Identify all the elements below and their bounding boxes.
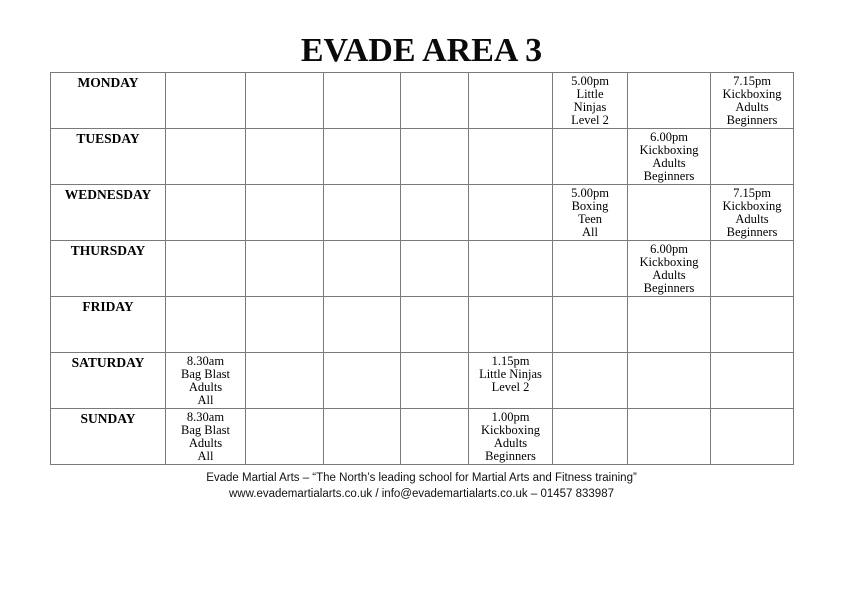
- class-cell: [553, 73, 628, 129]
- empty-cell: [324, 241, 401, 297]
- empty-cell: [401, 297, 469, 353]
- empty-cell: [246, 129, 324, 185]
- class-cell-line: Adults: [652, 268, 686, 282]
- table-row: [51, 129, 794, 185]
- empty-cell: [628, 185, 711, 241]
- empty-cell: [324, 185, 401, 241]
- class-cell-line: Beginners: [643, 169, 695, 183]
- empty-cell: [553, 409, 628, 465]
- class-cell: [469, 353, 553, 409]
- empty-cell: [246, 73, 324, 129]
- empty-cell: [628, 409, 711, 465]
- class-cell-line: Level 2: [571, 113, 609, 127]
- empty-cell: [324, 297, 401, 353]
- empty-cell: [401, 409, 469, 465]
- class-cell: [711, 185, 794, 241]
- class-cell-line: Little Ninjas: [479, 367, 542, 381]
- class-cell-line: Level 2: [491, 380, 530, 394]
- footer-tagline: Evade Martial Arts – “The North’s leading school for Martial Arts and Fitness training”: [206, 472, 637, 484]
- empty-cell: [246, 297, 324, 353]
- class-cell-line: 8.30am: [186, 354, 225, 368]
- class-cell: [469, 409, 553, 465]
- empty-cell: [166, 241, 246, 297]
- empty-cell: [401, 185, 469, 241]
- empty-cell: [711, 241, 794, 297]
- class-cell-line: Kickboxing: [639, 255, 699, 269]
- class-cell: [166, 409, 246, 465]
- page-title: EVADE AREA 3: [300, 32, 543, 69]
- empty-cell: [246, 185, 324, 241]
- class-cell-line: Bag Blast: [181, 367, 230, 381]
- empty-cell: [401, 73, 469, 129]
- empty-cell: [553, 297, 628, 353]
- empty-cell: [469, 241, 553, 297]
- empty-cell: [469, 73, 553, 129]
- class-cell-line: Adults: [188, 380, 223, 394]
- class-cell-line: Beginners: [485, 449, 536, 463]
- class-cell: [166, 353, 246, 409]
- class-cell-line: Adults: [735, 212, 769, 226]
- class-cell-line: 6.00pm: [650, 130, 688, 144]
- empty-cell: [324, 353, 401, 409]
- class-cell-line: 8.30am: [186, 410, 225, 424]
- class-cell-line: Bag Blast: [181, 423, 230, 437]
- day-label: TUESDAY: [51, 129, 166, 185]
- class-cell-line: 1.15pm: [491, 354, 530, 368]
- empty-cell: [628, 73, 711, 129]
- class-cell-line: 5.00pm: [571, 186, 609, 200]
- empty-cell: [553, 353, 628, 409]
- day-label: SATURDAY: [51, 353, 166, 409]
- class-cell-line: Teen: [577, 212, 603, 226]
- class-cell-line: Kickboxing: [722, 87, 782, 101]
- class-cell-line: Beginners: [643, 281, 695, 295]
- empty-cell: [711, 409, 794, 465]
- class-cell-line: Beginners: [726, 113, 778, 127]
- table-row: [51, 185, 794, 241]
- empty-cell: [628, 297, 711, 353]
- table-row: [51, 297, 794, 353]
- empty-cell: [401, 353, 469, 409]
- empty-cell: [324, 73, 401, 129]
- class-cell-line: Kickboxing: [639, 143, 699, 157]
- empty-cell: [553, 129, 628, 185]
- class-cell-line: Adults: [493, 436, 528, 450]
- class-cell: [628, 129, 711, 185]
- class-cell-line: 7.15pm: [733, 74, 771, 88]
- empty-cell: [324, 129, 401, 185]
- empty-cell: [324, 409, 401, 465]
- day-label: WEDNESDAY: [51, 185, 166, 241]
- class-cell-line: All: [582, 225, 598, 239]
- table-row: [51, 241, 794, 297]
- day-label: MONDAY: [51, 73, 166, 129]
- class-cell: [628, 241, 711, 297]
- empty-cell: [246, 409, 324, 465]
- class-cell-line: 7.15pm: [733, 186, 771, 200]
- class-cell-line: Adults: [735, 100, 769, 114]
- footer: [50, 470, 793, 502]
- empty-cell: [469, 185, 553, 241]
- day-label: SUNDAY: [51, 409, 166, 465]
- empty-cell: [553, 241, 628, 297]
- timetable-grid: [50, 72, 794, 465]
- class-cell: [711, 73, 794, 129]
- class-cell-line: 5.00pm: [571, 74, 609, 88]
- table-row: [51, 353, 794, 409]
- empty-cell: [166, 297, 246, 353]
- class-cell-line: Little: [576, 87, 604, 101]
- footer-contact: www.evademartialarts.co.uk / info@evademartialarts.co.uk – 01457 833987: [229, 488, 614, 500]
- empty-cell: [469, 129, 553, 185]
- class-cell-line: Kickboxing: [722, 199, 782, 213]
- empty-cell: [166, 73, 246, 129]
- class-cell-line: Boxing: [571, 199, 609, 213]
- empty-cell: [401, 129, 469, 185]
- class-cell-line: All: [197, 449, 214, 463]
- empty-cell: [628, 353, 711, 409]
- empty-cell: [711, 353, 794, 409]
- empty-cell: [166, 129, 246, 185]
- empty-cell: [246, 241, 324, 297]
- empty-cell: [401, 241, 469, 297]
- empty-cell: [711, 297, 794, 353]
- empty-cell: [166, 185, 246, 241]
- class-cell-line: All: [197, 393, 214, 407]
- class-cell-line: 6.00pm: [650, 242, 688, 256]
- empty-cell: [711, 129, 794, 185]
- class-cell-line: Adults: [652, 156, 686, 170]
- class-cell-line: Adults: [188, 436, 223, 450]
- class-cell-line: Beginners: [726, 225, 778, 239]
- class-cell: [553, 185, 628, 241]
- class-cell-line: 1.00pm: [491, 410, 530, 424]
- class-cell-line: Kickboxing: [480, 423, 541, 437]
- empty-cell: [246, 353, 324, 409]
- day-label: THURSDAY: [51, 241, 166, 297]
- table-row: [51, 409, 794, 465]
- class-cell-line: Ninjas: [573, 100, 607, 114]
- day-label: FRIDAY: [51, 297, 166, 353]
- empty-cell: [469, 297, 553, 353]
- table-row: [51, 73, 794, 129]
